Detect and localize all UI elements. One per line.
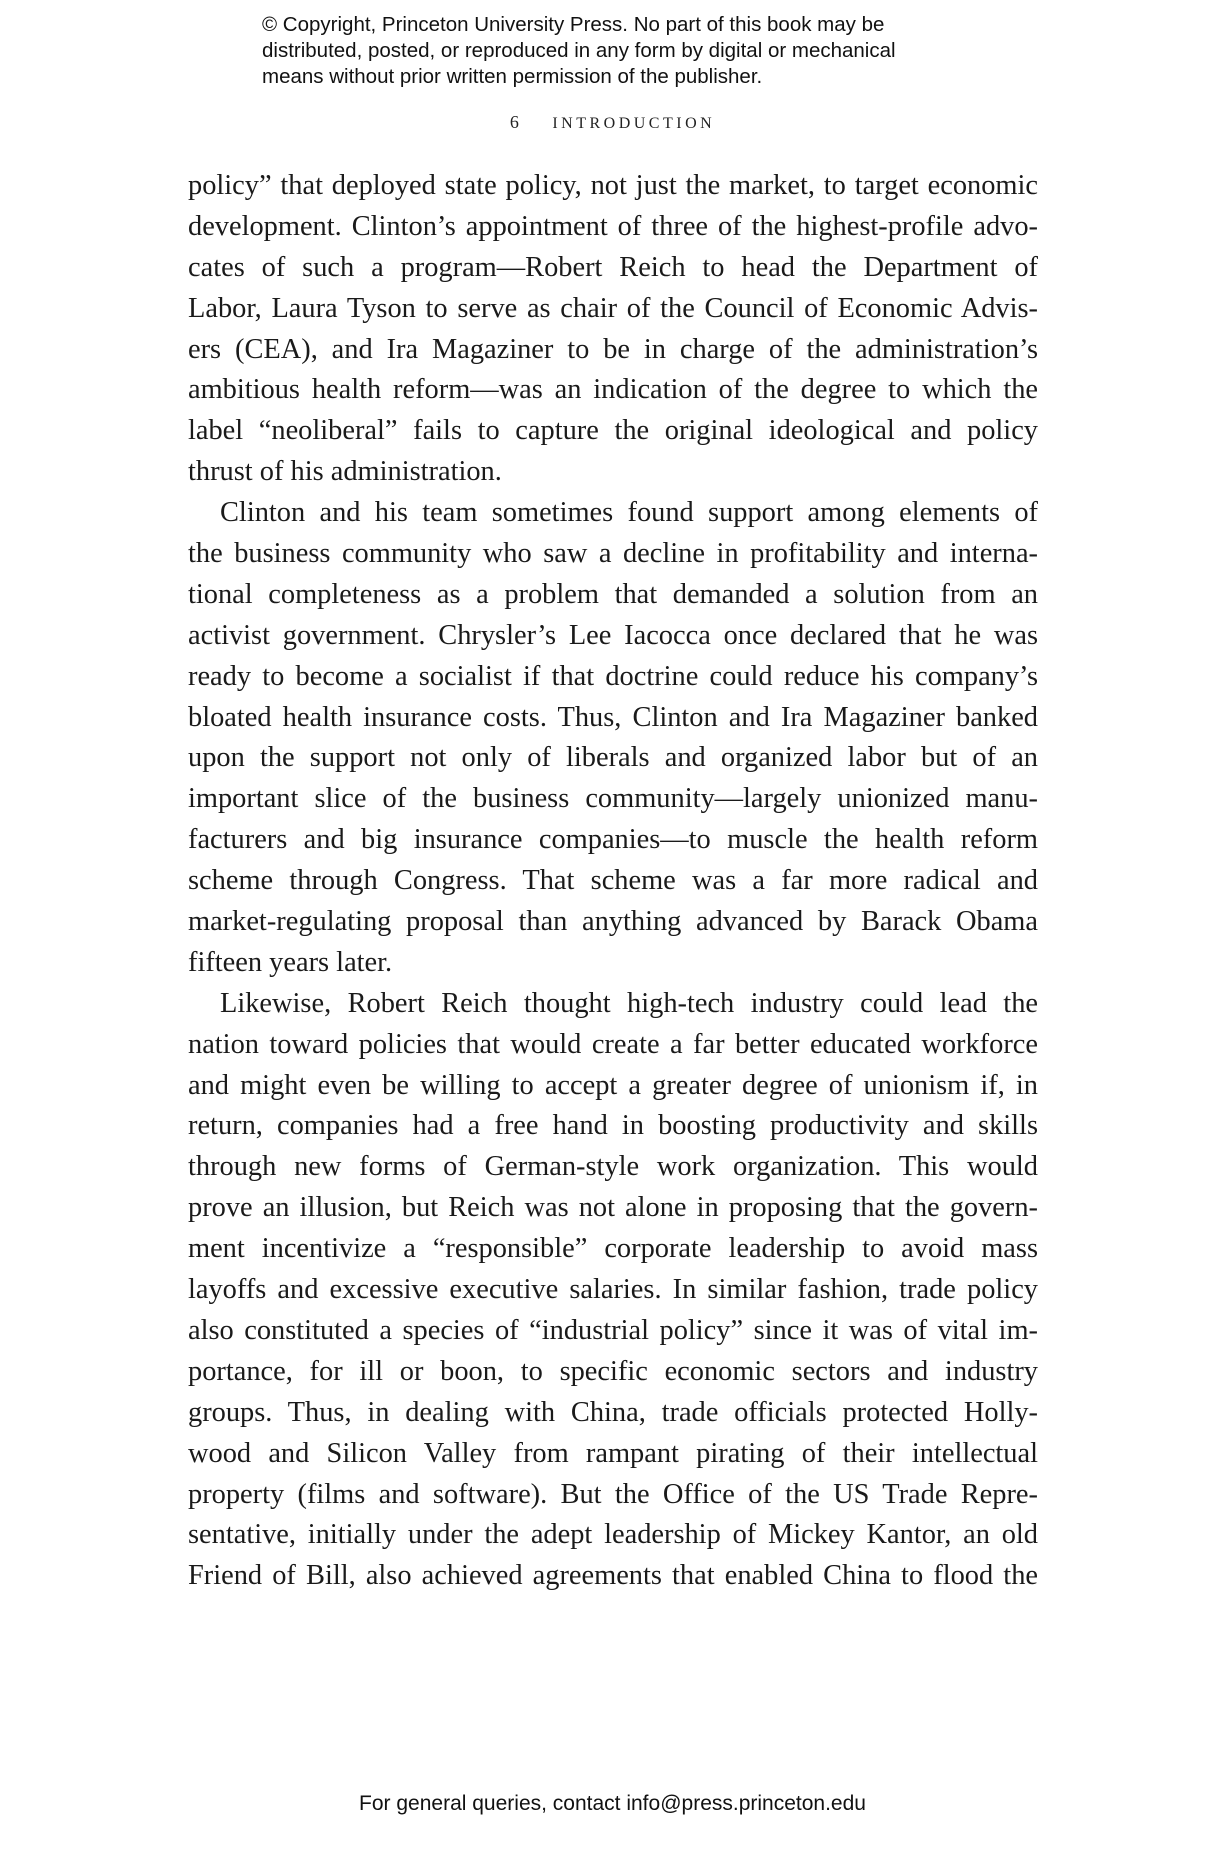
- text-line: activist government. Chrysler’s Lee Iacocca once declared that he was: [188, 619, 1038, 651]
- text-line: Friend of Bill, also achieved agreements that enabled China to flood the: [188, 1560, 1038, 1592]
- text-line: wood and Silicon Valley from rampant pirating of their intellectual: [188, 1437, 1038, 1469]
- text-line: policy” that deployed state policy, not just the market, to target economic: [188, 170, 1038, 201]
- text-line: prove an illusion, but Reich was not alone in proposing that the govern-: [188, 1192, 1038, 1224]
- text-line: ambitious health reform—was an indication of the degree to which the: [188, 374, 1038, 406]
- page-number: 6: [509, 112, 519, 132]
- text-line: Clinton and his team sometimes found support among elements of: [220, 497, 1038, 529]
- text-line: thrust of his administration.: [188, 456, 502, 488]
- text-line: Labor, Laura Tyson to serve as chair of the Council of Economic Advis-: [188, 292, 1038, 324]
- text-line: the business community who saw a decline in profitability and interna-: [188, 538, 1038, 570]
- text-line: fifteen years later.: [188, 946, 393, 978]
- text-line: upon the support not only of liberals and organized labor but of an: [188, 742, 1038, 774]
- text-line: bloated health insurance costs. Thus, Clinton and Ira Magaziner banked: [188, 701, 1038, 733]
- text-line: sentative, initially under the adept leadership of Mickey Kantor, an old: [188, 1519, 1038, 1551]
- text-line: return, companies had a free hand in boosting productivity and skills: [188, 1110, 1038, 1142]
- text-line: ready to become a socialist if that doctrine could reduce his company’s: [188, 660, 1038, 692]
- copyright-notice: [262, 12, 982, 90]
- text-line: and might even be willing to accept a greater degree of unionism if, in: [188, 1069, 1038, 1101]
- text-line: facturers and big insurance companies—to muscle the health reform: [188, 824, 1038, 856]
- chapter-title: INTRODUCTION: [552, 115, 716, 132]
- text-line: layoffs and excessive executive salaries. In similar fashion, trade policy: [188, 1274, 1038, 1306]
- text-line: cates of such a program—Robert Reich to head the Department of: [188, 251, 1038, 283]
- text-line: label “neoliberal” fails to capture the original ideological and policy: [188, 415, 1038, 447]
- text-line: through new forms of German-style work organization. This would: [188, 1151, 1038, 1183]
- text-line: portance, for ill or boon, to specific economic sectors and industry: [188, 1355, 1038, 1387]
- text-line: market-regulating proposal than anything advanced by Barack Obama: [188, 906, 1038, 938]
- text-line: tional completeness as a problem that demanded a solution from an: [188, 578, 1038, 610]
- text-line: development. Clinton’s appointment of three of the highest-profile advo-: [188, 210, 1038, 242]
- text-line: ment incentivize a “responsible” corporate leadership to avoid mass: [188, 1233, 1038, 1265]
- copyright-line: © Copyright, Princeton University Press. No part of this book may be: [262, 13, 885, 36]
- text-line: groups. Thus, in dealing with China, trade officials protected Holly-: [188, 1396, 1038, 1428]
- text-line: scheme through Congress. That scheme was a far more radical and: [188, 865, 1038, 897]
- text-line: nation toward policies that would create a far better educated workforce: [188, 1028, 1038, 1060]
- running-head: [0, 112, 1225, 133]
- footer-contact: For general queries, contact info@press.princeton.edu: [359, 1792, 866, 1815]
- copyright-line: distributed, posted, or reproduced in any form by digital or mechanical: [262, 39, 896, 62]
- text-line: also constituted a species of “industrial policy” since it was of vital im-: [188, 1314, 1038, 1346]
- text-line: property (films and software). But the Office of the US Trade Repre-: [188, 1478, 1038, 1510]
- text-line: Likewise, Robert Reich thought high-tech industry could lead the: [220, 987, 1038, 1019]
- body-text: [188, 166, 1038, 1597]
- text-line: important slice of the business community—largely unionized manu-: [188, 783, 1038, 815]
- copyright-line: means without prior written permission of the publisher.: [262, 65, 763, 88]
- text-line: ers (CEA), and Ira Magaziner to be in charge of the administration’s: [188, 333, 1038, 365]
